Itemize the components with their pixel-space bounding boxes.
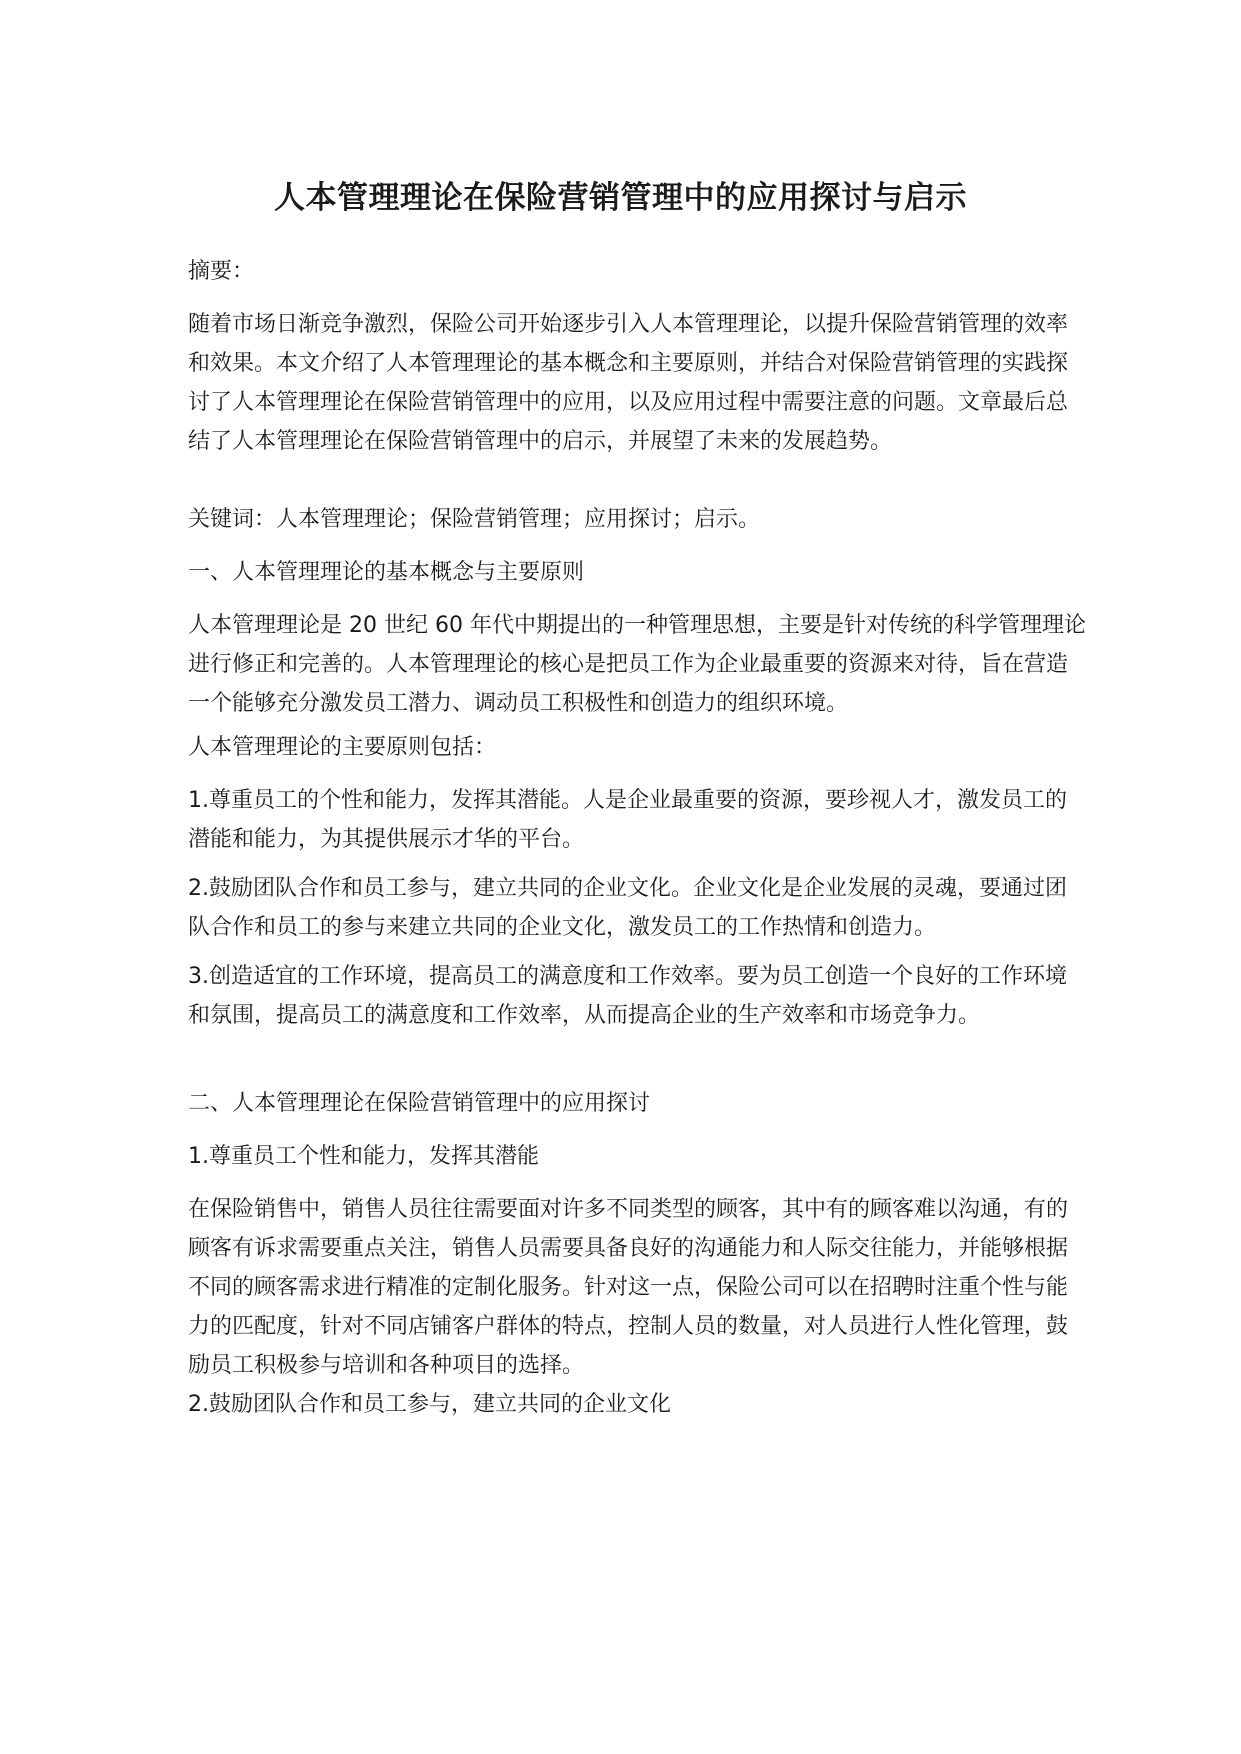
principle-3-paragraph: 3.创造适宜的工作环境，提高员工的满意度和工作效率。要为员工创造一个良好的工作环境和氛围，提高员工的满意度和工作效率，从而提高企业的生产效率和市场竞争力。: [188, 964, 1067, 1028]
subsection-1-heading: 1.尊重员工个性和能力，发挥其潜能: [188, 1144, 539, 1169]
keywords-line: 关键词：人本管理理论；保险营销管理；应用探讨；启示。: [188, 507, 761, 532]
subsection-2-heading: 2.鼓励团队合作和员工参与，建立共同的企业文化: [188, 1392, 671, 1417]
abstract-label: 摘要：: [188, 259, 255, 284]
document-title: 人本管理理论在保险营销管理中的应用探讨与启示: [274, 180, 967, 216]
section-1-heading: 一、人本管理理论的基本概念与主要原则: [188, 560, 585, 585]
abstract-paragraph: 随着市场日渐竞争激烈，保险公司开始逐步引入人本管理理论，以提升保险营销管理的效率和效果。本文介绍了人本管理理论的基本概念和主要原则，并结合对保险营销管理的实践探讨了人本管理理论在保险营销管理中的应用，以及应用过程中需要注意的问题。文章最后总结了人本管理理论在保险营销管理中的启示，并展望了未来的发展趋势。: [188, 312, 1069, 454]
section-2-heading: 二、人本管理理论在保险营销管理中的应用探讨: [188, 1091, 651, 1116]
principles-intro: 人本管理理论的主要原则包括：: [188, 735, 497, 760]
principle-1-paragraph: 1.尊重员工的个性和能力，发挥其潜能。人是企业最重要的资源，要珍视人才，激发员工的潜能和能力，为其提供展示才华的平台。: [188, 788, 1067, 852]
section-1-intro-paragraph: 人本管理理论是 20 世纪 60 年代中期提出的一种管理思想，主要是针对传统的科学管理理论进行修正和完善的。人本管理理论的核心是把员工作为企业最重要的资源来对待，旨在营造一个能够充分激发员工潜力、调动员工积极性和创造力的组织环境。: [188, 613, 1086, 716]
subsection-1-paragraph: 在保险销售中，销售人员往往需要面对许多不同类型的顾客，其中有的顾客难以沟通，有的顾客有诉求需要重点关注，销售人员需要具备良好的沟通能力和人际交往能力，并能够根据不同的顾客需求进行精准的定制化服务。针对这一点，保险公司可以在招聘时注重个性与能力的匹配度，针对不同店铺客户群体的特点，控制人员的数量，对人员进行人性化管理，鼓励员工积极参与培训和各种项目的选择。: [188, 1197, 1069, 1378]
principle-2-paragraph: 2.鼓励团队合作和员工参与，建立共同的企业文化。企业文化是企业发展的灵魂，要通过团队合作和员工的参与来建立共同的企业文化，激发员工的工作热情和创造力。: [188, 876, 1067, 940]
